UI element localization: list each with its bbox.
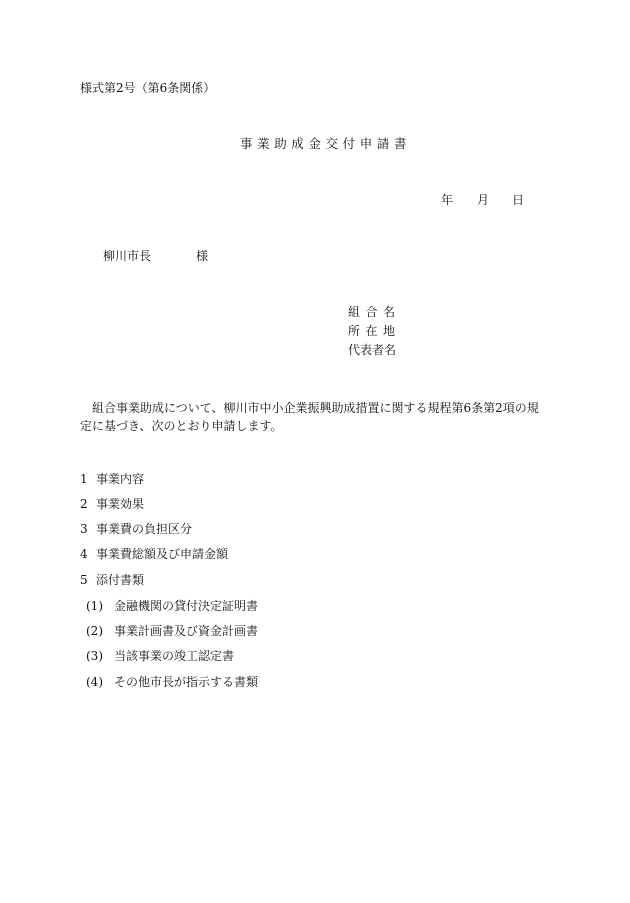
addressee-name: 柳川市長 [103,249,152,263]
attachment-text: 当該事業の竣工認定書 [114,649,235,663]
list-item-text: 事業内容 [96,472,145,486]
list-item-number: 1 [80,472,88,486]
list-item [80,548,228,560]
union-name-label: 組合名 [348,305,401,319]
list-item-text: 添付書類 [96,573,145,587]
list-item [80,498,144,510]
list-item [80,523,192,535]
list-item-text: 事業費の負担区分 [96,522,193,536]
attachment-item [86,600,258,612]
attachment-number: (2) [86,624,103,638]
attachment-number: (4) [86,675,103,689]
attachment-text: その他市長が指示する書類 [114,675,259,689]
list-item [80,574,144,586]
document-title: 事業助成金交付申請書 [240,136,412,151]
attachment-number: (1) [86,599,103,613]
list-item-number: 4 [80,547,88,561]
addressee-honorific: 様 [196,249,209,263]
attachment-item [86,676,258,688]
list-item-number: 2 [80,497,88,511]
list-item-number: 3 [80,522,88,536]
list-item-text: 事業費総額及び申請金額 [96,547,229,561]
form-number: 様式第2号（第6条関係） [80,81,216,95]
attachment-text: 事業計画書及び資金計画書 [114,624,259,638]
attachment-item [86,650,234,662]
list-item-number: 5 [80,573,88,587]
list-item-text: 事業効果 [96,497,145,511]
request-body-text: 組合事業助成について、柳川市中小企業振興助成措置に関する規程第6条第2項の規定に基づき、次のとおり申請します。 [80,401,539,433]
date-month-label: 月 [477,193,490,207]
representative-label: 代表者名 [348,343,397,357]
list-item [80,473,144,485]
date-year-label: 年 [441,193,454,207]
attachment-number: (3) [86,649,103,663]
attachment-item [86,625,258,637]
attachment-text: 金融機関の貸付決定証明書 [114,599,259,613]
address-label: 所在地 [348,324,401,338]
date-day-label: 日 [512,193,525,207]
